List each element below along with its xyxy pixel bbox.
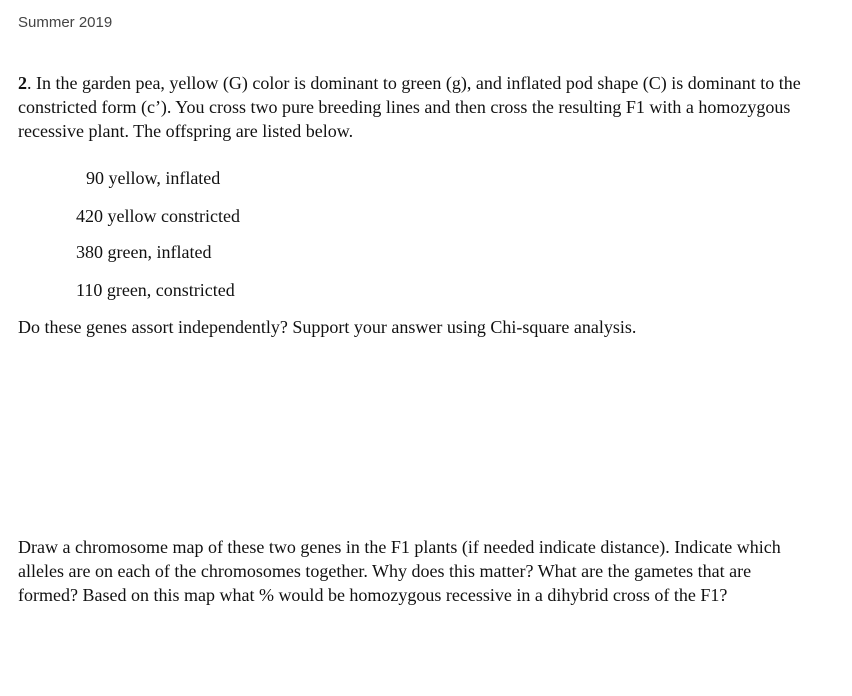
offspring-yellow-inflated: 90 yellow, inflated [86, 168, 221, 188]
offspring-green-inflated: 380 green, inflated [76, 242, 212, 262]
chi-square-question: Do these genes assort independently? Support your answer using Chi-square analysis. [18, 317, 637, 337]
question-2-intro [18, 71, 818, 143]
document-header: Summer 2019 [18, 14, 113, 31]
question-text: . In the garden pea, yellow (G) color is dominant to green (g), and inflated pod shape (C) is dominant to the constricted form (c’). You cross two pure breeding lines and then cross the resulting F1 with a homozygous recessive plant. The offspring are listed below. [18, 73, 801, 141]
offspring-yellow-constricted: 420 yellow constricted [76, 206, 240, 226]
question-number: 2 [18, 73, 27, 93]
chromosome-map-question: Draw a chromosome map of these two genes in the F1 plants (if needed indicate distance). Indicate which alleles are on each of the chromosomes together. Why does this matter? What are the gametes that are formed? Based on this map what % would be homozygous recessive in a dihybrid cross of the F1? [18, 537, 781, 605]
offspring-green-constricted: 110 green, constricted [76, 280, 235, 300]
